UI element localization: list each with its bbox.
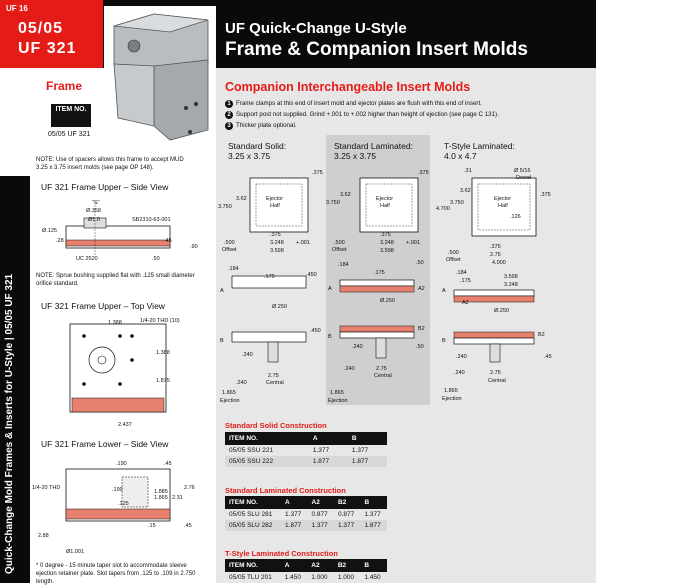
- table-cell: 1.877: [281, 520, 307, 531]
- th-item: ITEM NO.: [225, 496, 281, 509]
- page-margin: [596, 0, 680, 583]
- solid-B: B: [220, 338, 224, 344]
- ts-3750: 3.750: [450, 200, 464, 206]
- sidebar-text: Quick-Change Mold Frames & Inserts for U-Style | 05/05 UF 321: [4, 273, 15, 574]
- table-cell: 05/05 TLU 201: [229, 574, 272, 581]
- table-cell: 1.377: [334, 520, 360, 531]
- th-a: A: [309, 432, 348, 445]
- dim-s: "S": [92, 200, 100, 206]
- table-cell: 05/05 SLU 282: [225, 520, 281, 531]
- note-3-text: Thicker plate optional.: [236, 122, 297, 129]
- th-b: B: [360, 496, 387, 509]
- tstyle-insert-drawing: [434, 166, 554, 406]
- table-cell: 1.377: [364, 511, 381, 518]
- lam-375-mid: .375: [380, 232, 391, 238]
- solid-250: Ø.250: [272, 304, 287, 310]
- col-tstyle-size: 4.0 x 4.7: [444, 151, 477, 161]
- note-2: [225, 111, 499, 119]
- dim-1388-top: 1.388: [108, 320, 122, 326]
- ts-375-side: .375: [540, 192, 551, 198]
- col-tstyle-laminated: [444, 141, 515, 161]
- lam-offset: Offset: [332, 247, 347, 253]
- solid-insert-drawing: [218, 166, 324, 406]
- table-tstyle-title: T-Style Laminated Construction: [225, 549, 338, 558]
- table-cell: 1.877: [360, 520, 387, 531]
- page-title-line2: Frame & Companion Insert Molds: [225, 39, 528, 60]
- table-cell: 05/05 SSU 222: [225, 456, 309, 467]
- lam-175: .175: [374, 270, 385, 276]
- col-standard-laminated: [334, 141, 413, 161]
- note-2-number: 2: [225, 111, 233, 119]
- dim-1875: 1.875: [156, 378, 170, 384]
- solid-275: 2.75: [268, 373, 279, 379]
- solid-ejection: Ejection: [220, 398, 240, 404]
- lam-275: 2.75: [376, 366, 387, 372]
- table-tstyle: [225, 559, 387, 583]
- solid-175: .175: [264, 274, 275, 280]
- ts-275: 2.75: [490, 370, 501, 376]
- dim-1885: 1.885: [154, 489, 168, 495]
- frame-photo: [104, 6, 216, 146]
- note-1-number: 1: [225, 100, 233, 108]
- table-cell: 05/05 SSU 221: [229, 447, 274, 454]
- table-cell: 1.377: [308, 520, 334, 531]
- th-a: A: [281, 496, 307, 509]
- th-b2: B2: [334, 559, 361, 572]
- col-solid-size: 3.25 x 3.75: [228, 151, 271, 161]
- solid-240-b: .240: [236, 380, 247, 386]
- lam-A: A: [328, 286, 332, 292]
- page-tag: UF 16: [6, 4, 28, 13]
- ts-362: 3.62: [460, 188, 471, 194]
- note-1: [225, 100, 482, 108]
- ts-offset: Offset: [446, 257, 461, 263]
- ts-ejector-label: Ejector: [494, 196, 512, 202]
- solid-362: 3.62: [236, 196, 247, 202]
- ts-B: B: [442, 338, 446, 344]
- dim-45-low: .45: [184, 523, 192, 529]
- table-cell: 05/05 SLU 281: [229, 511, 273, 518]
- ts-240-a: .240: [456, 354, 467, 360]
- lam-3598: 3.598: [380, 248, 394, 254]
- ts-half-label: Half: [498, 203, 508, 209]
- ts-31: .31: [464, 168, 472, 174]
- sprue-note: NOTE: Sprue bushing supplied flat with .125 small diameter orifice standard.: [36, 273, 195, 287]
- lam-500: .500: [334, 240, 345, 246]
- dim-125: Ø.125: [42, 228, 57, 234]
- th-b2: B2: [334, 496, 360, 509]
- ts-A: A: [442, 288, 446, 294]
- laminated-insert-drawing: [324, 166, 430, 406]
- solid-half-label: Half: [270, 203, 280, 209]
- dim-45: .45: [164, 238, 172, 244]
- lam-central: Central: [374, 373, 392, 379]
- upper-side-view-title: UF 321 Frame Upper – Side View: [41, 182, 169, 192]
- dim-1388-side: 1.388: [156, 350, 170, 356]
- ts-3598: 3.598: [504, 274, 518, 280]
- spacer-note: NOTE: Use of spacers allows this frame to accept MUD 3.25 x 3.75 insert molds (see page OP 148).: [36, 157, 184, 171]
- dim-2437: 2.437: [118, 422, 132, 428]
- th-a: A: [281, 559, 308, 572]
- table-cell: 1.450: [284, 574, 301, 581]
- table-laminated-title: Standard Laminated Construction: [225, 486, 346, 495]
- solid-central: Central: [266, 380, 284, 386]
- lam-1865: 1.865: [330, 390, 344, 396]
- ts-3248: 3.248: [504, 282, 518, 288]
- ts-45: .45: [544, 354, 552, 360]
- dim-276: 2.76: [184, 485, 195, 491]
- table-cell: 1.877: [309, 456, 348, 467]
- table-cell: 1.000: [337, 574, 355, 581]
- ts-central: Central: [488, 378, 506, 384]
- col-tstyle-title: T-Style Laminated:: [444, 141, 515, 151]
- solid-3750: 3.750: [218, 204, 232, 210]
- dim-thd: 1/4-20 THD: [32, 485, 61, 491]
- ts-126: .126: [510, 214, 521, 220]
- lam-A2: A2: [418, 286, 425, 292]
- item-code-line1: 05/05: [18, 20, 64, 37]
- frame-heading: Frame: [46, 79, 83, 93]
- table-solid-title: Standard Solid Construction: [225, 421, 327, 430]
- ts-375-mid: .375: [490, 244, 501, 250]
- lam-ejection: Ejection: [328, 398, 348, 404]
- lam-3248: 3.248: [380, 240, 394, 246]
- dim-1001: Ø1.001: [66, 549, 85, 555]
- ts-500: .500: [448, 250, 459, 256]
- lam-362: 3.62: [340, 192, 351, 198]
- table-cell: 0.877: [311, 511, 328, 518]
- table-cell: 1.450: [364, 574, 381, 581]
- dim-125-low: .125: [118, 501, 129, 507]
- th-b: B: [348, 432, 387, 445]
- table-cell: 0.877: [338, 511, 355, 518]
- page-title-line1: UF Quick-Change U-Style: [225, 20, 407, 37]
- lam-ejector-label: Ejector: [376, 196, 394, 202]
- solid-450: .450: [306, 272, 317, 278]
- lam-240-a: .240: [352, 344, 363, 350]
- lam-240-b: .240: [344, 366, 355, 372]
- upper-side-view-drawing: [36, 196, 206, 268]
- dim-190-top: .190: [116, 461, 127, 467]
- ts-ejection: Ejection: [442, 396, 462, 402]
- table-solid: [225, 432, 387, 467]
- companion-title: Companion Interchangeable Insert Molds: [225, 80, 471, 94]
- lam-50: .50: [416, 260, 424, 266]
- solid-1865: 1.865: [222, 390, 236, 396]
- ts-516: Ø 5/16: [514, 168, 531, 174]
- solid-375-top: .375: [312, 170, 323, 176]
- ts-240-b: .240: [454, 370, 465, 376]
- table-cell: 1.000: [311, 574, 328, 581]
- lam-250: Ø.250: [380, 298, 395, 304]
- dim-1865: 1.865: [154, 495, 168, 501]
- lam-B2: B2: [418, 326, 425, 332]
- solid-500: .500: [224, 240, 235, 246]
- ts-dowel: Dowel: [516, 175, 532, 181]
- dim-358: Ø.358: [86, 208, 101, 214]
- solid-A: A: [220, 288, 224, 294]
- col-standard-solid: [228, 141, 286, 161]
- col-solid-title: Standard Solid:: [228, 141, 287, 151]
- lam-B: B: [328, 334, 332, 340]
- item-code-line2: UF 321: [18, 40, 77, 57]
- lam-184: .184: [338, 262, 349, 268]
- dim-uc: UC 2520: [76, 256, 98, 262]
- dim-90: .90: [190, 244, 198, 250]
- th-a2: A2: [308, 496, 334, 509]
- ts-4700: 4.700: [436, 206, 450, 212]
- upper-top-view-title: UF 321 Frame Upper – Top View: [41, 301, 165, 311]
- col-laminated-size: 3.25 x 3.75: [334, 151, 377, 161]
- note-3-number: 3: [225, 122, 233, 130]
- table-cell: 1.377: [351, 447, 369, 454]
- lam-3750: 3.750: [326, 200, 340, 206]
- solid-001: +.001: [296, 240, 310, 246]
- lam-50-b: .50: [416, 344, 424, 350]
- dim-190-mid: .190: [112, 487, 123, 493]
- note-3: [225, 122, 297, 130]
- note-2-text: Support post not supplied. Grind +.001 to +.002 higher than height of ejection (see page C 131).: [236, 111, 499, 118]
- ts-A2: A2: [462, 300, 469, 306]
- table-laminated: [225, 496, 387, 531]
- dim-sb: SB2310-63-001: [132, 217, 171, 223]
- th-item: ITEM NO.: [225, 432, 309, 445]
- lam-half-label: Half: [380, 203, 390, 209]
- th-a2: A2: [307, 559, 334, 572]
- note-1-text: Frame clamps at this end of insert mold and ejector plates are flush with this end of insert.: [236, 100, 482, 107]
- dim-231: 2.31: [172, 495, 183, 501]
- col-laminated-title: Standard Laminated:: [334, 141, 413, 151]
- ts-4000: 4.000: [492, 260, 506, 266]
- solid-240-a: .240: [242, 352, 253, 358]
- table-cell: 1.377: [285, 511, 302, 518]
- ts-275-top: 2.75: [490, 252, 501, 258]
- lower-side-view-drawing: [32, 453, 206, 557]
- dim-15: .15: [148, 523, 156, 529]
- item-no-value: 05/05 UF 321: [48, 131, 91, 138]
- item-no-header: ITEM NO.: [51, 104, 91, 127]
- ts-250: Ø.250: [494, 308, 509, 314]
- table-cell: 1.877: [348, 456, 387, 467]
- table-cell: 1.377: [312, 447, 330, 454]
- lam-001: +.001: [406, 240, 420, 246]
- dim-45-top: .45: [164, 461, 172, 467]
- dim-28: .28: [56, 238, 64, 244]
- solid-ejector-label: Ejector: [266, 196, 284, 202]
- dim-thd10: 1/4-20 THD (10): [140, 318, 180, 324]
- solid-375-mid: .375: [270, 232, 281, 238]
- lam-375-top: .375: [418, 170, 429, 176]
- dim-10: Ø1.0: [88, 217, 100, 223]
- ts-184: .184: [456, 270, 467, 276]
- dim-288: 2.88: [38, 533, 49, 539]
- ts-B2: B2: [538, 332, 545, 338]
- taper-footnote: * 0 degree - 15 minute taper slot to accommodate sleeve ejection retainer plate. Slot tapers from .125 to .109 in 2.750 length.: [36, 563, 196, 585]
- solid-3598: 3.598: [270, 248, 284, 254]
- lower-side-view-title: UF 321 Frame Lower – Side View: [41, 439, 169, 449]
- solid-offset: Offset: [222, 247, 237, 253]
- solid-450-b: .450: [310, 328, 321, 334]
- ts-175: .175: [460, 278, 471, 284]
- upper-top-view-drawing: [36, 314, 206, 432]
- solid-184: .184: [228, 266, 239, 272]
- th-item: ITEM NO.: [225, 559, 281, 572]
- ts-1865: 1.865: [444, 388, 458, 394]
- th-b: B: [360, 559, 387, 572]
- solid-3248: 3.248: [270, 240, 284, 246]
- dim-50: .50: [152, 256, 160, 262]
